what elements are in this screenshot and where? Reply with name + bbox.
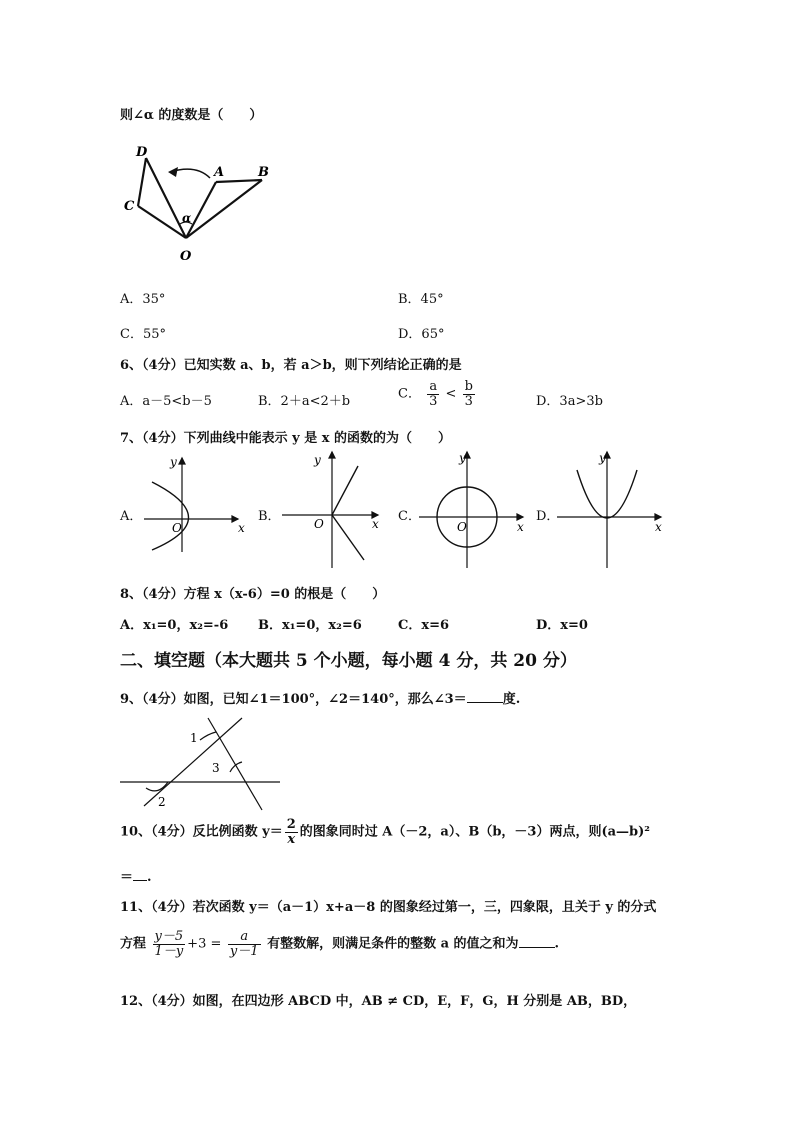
q8-stem: 8、（4分）方程 x（x-6）=0 的根是（ ） (120, 587, 386, 602)
segment-ab (216, 180, 262, 182)
section-heading: 二、填空题（本大题共 5 个小题，每小题 4 分，共 20 分） (120, 651, 577, 671)
answer-blank[interactable] (133, 868, 147, 881)
less-than-sign: < (445, 386, 457, 402)
q10-line-1 (120, 818, 650, 846)
q5-option-a[interactable]: A．35° (120, 292, 166, 307)
q8-option-d[interactable]: D．x=0 (536, 618, 588, 633)
segment-oa (186, 182, 216, 238)
svg-text:x: x (517, 520, 524, 534)
q9-stem-unit: 度. (502, 692, 521, 707)
svg-text:y: y (314, 453, 321, 467)
q5-stem-tail: 则∠α 的度数是（ ） (120, 108, 263, 123)
label-alpha: α (182, 211, 192, 225)
q12-line-1: 12、（4分）如图，在四边形 ABCD 中，AB ≠ CD，E，F，G，H 分别是 AB，BD， (120, 994, 637, 1009)
angle-2-arc (146, 782, 168, 791)
fraction-a-over-3: $\frac{a}{3}$ (429, 379, 438, 409)
q7-graph-d (555, 448, 667, 570)
svg-text:y: y (170, 455, 177, 469)
segment-bo (186, 180, 262, 238)
svg-text:O: O (457, 520, 467, 534)
q10-line-2: ＝ . (120, 870, 152, 885)
arrow-head-icon (168, 167, 178, 177)
q6-stem: 6、（4分）已知实数 a、b，若 a＞b，则下列结论正确的是 (120, 358, 462, 373)
q8-option-c[interactable]: C．x=6 (398, 618, 450, 633)
label-d: D (136, 145, 148, 160)
angle-3-arc (230, 762, 242, 772)
label-angle-3: 3 (212, 761, 220, 775)
answer-blank[interactable] (467, 690, 503, 703)
label-b: B (258, 165, 269, 180)
q7-graph-b (280, 448, 385, 570)
segment-dc (138, 158, 146, 206)
q5-figure (118, 134, 288, 264)
fraction-b-over-3: $\frac{b}{3}$ (464, 379, 473, 409)
q6-option-b[interactable]: B．2＋a<2＋b (258, 394, 351, 409)
q9-stem-text: 9、（4分）如图，已知∠1＝100°，∠2＝140°，那么∠3＝ (120, 692, 467, 707)
svg-text:y: y (599, 451, 606, 465)
svg-text:x: x (372, 517, 379, 531)
q11-line-2: 方程 $\frac{y-5}{1-y}$ +3 = $\frac{a}{y-1}$ 有整数解，则满足条件的整数 a 的值之和为 . (120, 929, 560, 959)
answer-blank[interactable] (519, 935, 555, 948)
q9-figure (118, 714, 288, 814)
q6-option-c[interactable] (398, 380, 477, 408)
q7-option-b-label[interactable]: B． (258, 509, 281, 524)
q7-option-d-label[interactable]: D． (536, 509, 560, 524)
label-angle-1: 1 (190, 731, 198, 745)
q8-option-a[interactable]: A．x₁=0，x₂=-6 (120, 618, 229, 633)
q6-option-d[interactable]: D．3a>3b (536, 394, 603, 409)
label-angle-2: 2 (158, 795, 166, 809)
fraction-2-over-x: $\frac{2}{x}$ (286, 817, 296, 847)
q9-stem (120, 688, 520, 707)
q8-option-b[interactable]: B．x₁=0，x₂=6 (258, 618, 362, 633)
fraction-a-over-y-minus-1: $\frac{a}{y-1}$ (229, 929, 259, 959)
q11-line-1: 11、（4分）若次函数 y＝（a－1）x+a－8 的图象经过第一，三，四象限，且关于 y 的分式 (120, 900, 657, 915)
q5-option-d[interactable]: D．65° (398, 327, 445, 342)
svg-text:O: O (314, 517, 324, 531)
angle-1-arc (200, 732, 216, 740)
q7-stem: 7、（4分）下列曲线中能表示 y 是 x 的函数的为（ ） (120, 431, 451, 446)
q7-graph-c (415, 448, 530, 570)
q6-option-a[interactable]: A．a－5<b－5 (120, 394, 212, 409)
q5-option-b[interactable]: B．45° (398, 292, 444, 307)
fraction-y-minus-5-over-1-minus-y: $\frac{y-5}{1-y}$ (154, 929, 184, 959)
q7-option-a-label[interactable]: A． (120, 509, 143, 524)
q10-stem-rest: 的图象同时过 A（－2，a）、B（b，－3）两点，则(a—b)² (299, 824, 650, 840)
q7-graph-a (140, 452, 250, 557)
svg-text:y: y (459, 451, 466, 465)
svg-text:O: O (172, 521, 182, 535)
label-o: O (180, 249, 192, 264)
sideways-parabola (152, 482, 189, 550)
label-c: C (124, 199, 135, 214)
q5-option-c[interactable]: C．55° (120, 327, 166, 342)
q6-option-c-label: C． (398, 386, 421, 402)
label-a: A (214, 165, 225, 180)
svg-text:x: x (238, 521, 245, 535)
svg-text:x: x (655, 520, 662, 534)
q7-option-c-label[interactable]: C． (398, 509, 421, 524)
q10-stem-text: 10、（4分）反比例函数 y＝ (120, 824, 283, 840)
